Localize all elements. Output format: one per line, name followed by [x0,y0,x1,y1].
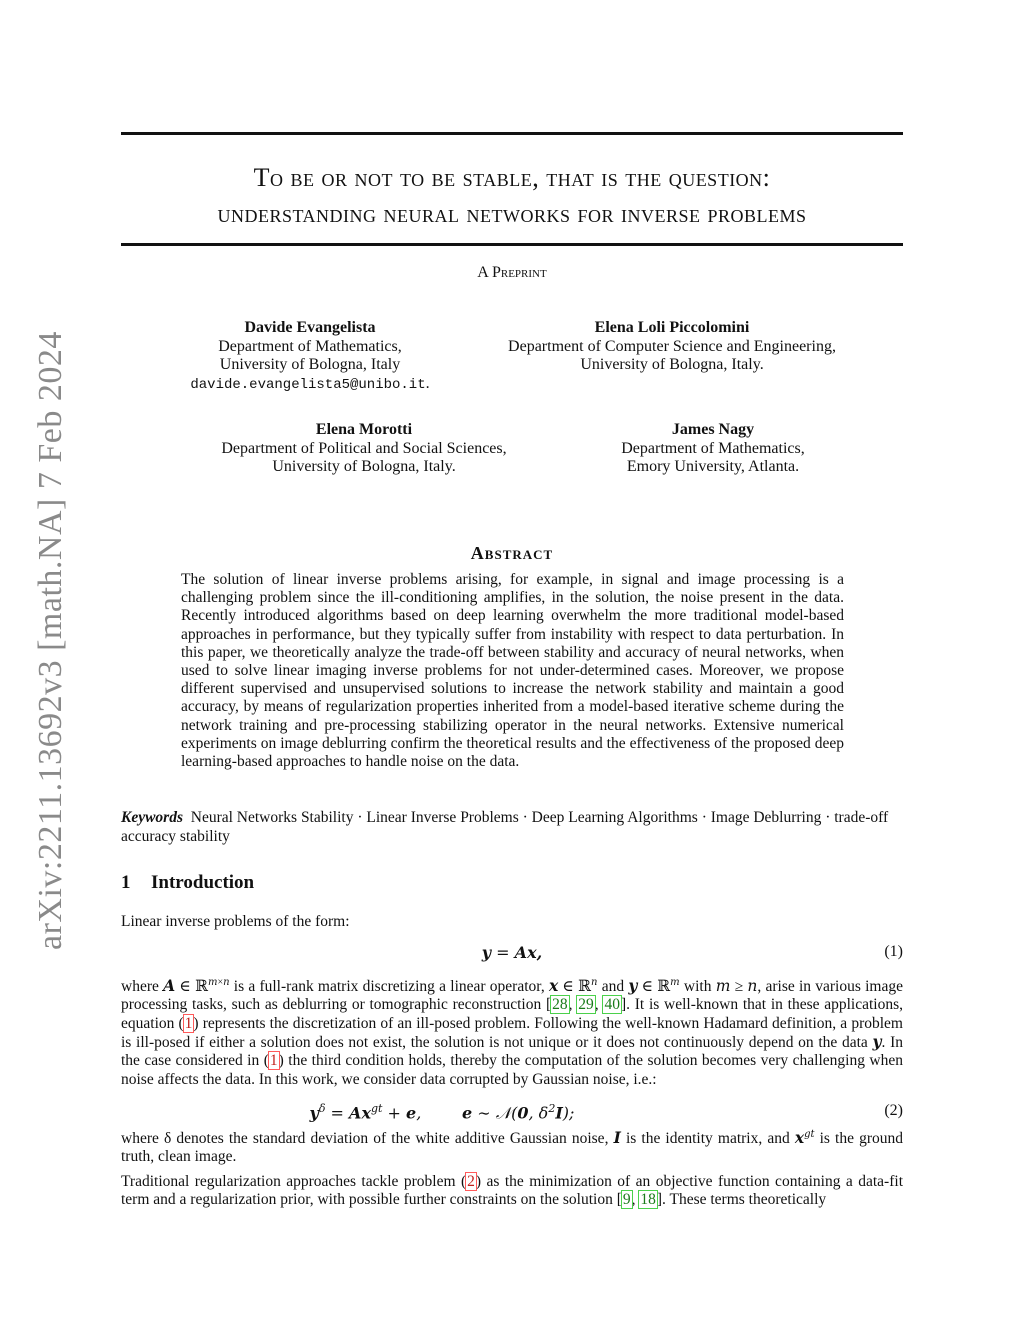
author-block-4 [594,421,832,477]
author-email[interactable]: davide.evangelista5@unibo.it [190,376,426,393]
section-title: Introduction [151,872,255,893]
email-period: . [425,374,430,392]
citation-link[interactable]: 9 [622,1191,631,1209]
equation-ref-link[interactable]: 2 [467,1173,475,1190]
section-heading [121,872,254,894]
title-bottom-rule [121,243,903,246]
author-affiliation: Emory University, Atlanta. [626,458,800,475]
author-affiliation: Department of Computer Science and Engineering, [508,337,836,355]
section-number: 1 [121,872,131,893]
eq1-lhs: y [481,943,492,962]
abstract-heading: Abstract [470,543,554,563]
abstract-text: The solution of linear inverse problems arising, for example, in signal and image processing is a challenging problem since the ill-conditioning amplifies, in the solution, the noise present in the data. Recently introduced algorithms based on deep learning overwhelm the more traditional model-based approaches in performance, but they typically suffer from instability with respect to data perturbation. In this paper, we theoretically analyze the trade-off between stability and accuracy of neural networks, when used to solve linear imaging inverse problems for not under-determined cases. Moreover, we propose different supervised and unsupervised solutions to increase the network stability and maintain a good accuracy, by means of regularization properties inherited from a model-based iterative scheme during the network training and pre-processing stabilizing operator in the neural networks. Extensive numerical experiments on image deblurring confirm the theoretical results and the effectiveness of the proposed deep learning-based approaches to handle noise on the data. [181,571,844,771]
intro-paragraph-4: Traditional regularization approaches tackle problem (2) as the minimization of an objective function containing a data-fit term and a regularization prior, with possible further constraints on the solution [9, 18]. These terms theoretically [121,1173,903,1209]
author-name: Elena Morotti [315,421,413,438]
author-affiliation: Department of Mathematics, [218,337,402,355]
intro-paragraph-3: where δ denotes the standard deviation of the white additive Gaussian noise, I is the identity matrix, and $x^{gt}$ is the ground truth, clean image. [121,1128,904,1166]
eq1-rhs: Ax, [514,943,543,962]
keywords-text: Neural Networks Stability · Linear Inverse Problems · Deep Learning Algorithms · Image Deblurring · trade-off accuracy stability [121,809,889,845]
arxiv-sidebar-stamp: arXiv:2211.13692v3 [math.NA] 7 Feb 2024 [32,331,69,950]
citation-link[interactable]: 29 [578,996,594,1014]
equation-ref-link[interactable]: 1 [184,1014,193,1032]
author-affiliation: University of Bologna, Italy. [272,458,456,475]
paper-title-line-2: understanding neural networks for inverse problems [217,199,807,228]
citation-link[interactable]: 28 [552,996,568,1014]
paper-title-line-1: To be or not to be stable, that is the question: [253,163,771,192]
author-block-3 [200,421,528,477]
title-top-rule [121,132,903,135]
author-block-1 [160,319,460,394]
author-affiliation: University of Bologna, Italy. [580,356,764,373]
author-name: Elena Loli Piccolomini [594,319,750,336]
intro-paragraph-2: where A ∈ ℝ$^{m\times n}$ is a full-rank matrix discretizing a linear operator, x ∈ ℝ$^n$ and y ∈ ℝ$^m$ with m ≥ n, arise in various image processing tasks, such as deblurring or tomographic reconstruction [28, 29, 40]. It is well-known that in these applications, equation (1) represents the discretization of an ill-posed problem. Following the well-known Hadamard definition, a problem is ill-posed if either a solution does not exist, the solution is not unique or it does not continuously depend on the data y. In the case considered in (1) the third condition holds, thereby the computation of the solution becomes very challenging when noise affects the data. In this work, we consider data corrupted by Gaussian noise, i.e.: [121,976,904,1088]
citation-link[interactable]: 18 [640,1191,656,1209]
equation-number: (2) [884,1102,903,1119]
author-affiliation: University of Bologna, Italy [219,356,401,373]
equation-number: (1) [884,943,903,960]
keywords [121,809,903,846]
citation-link[interactable]: 40 [604,996,620,1014]
author-block-2 [492,319,852,375]
keywords-label: Keywords [121,809,183,826]
intro-paragraph-1: Linear inverse problems of the form: [121,913,350,930]
preprint-label: A Preprint [477,264,547,281]
author-affiliation: Department of Mathematics, [621,439,805,457]
author-name: James Nagy [671,421,755,438]
eq1-op: = [496,943,510,962]
equation-ref-link[interactable]: 1 [269,1052,278,1070]
author-name: Davide Evangelista [244,319,376,336]
author-affiliation: Department of Political and Social Sciences, [221,439,507,457]
